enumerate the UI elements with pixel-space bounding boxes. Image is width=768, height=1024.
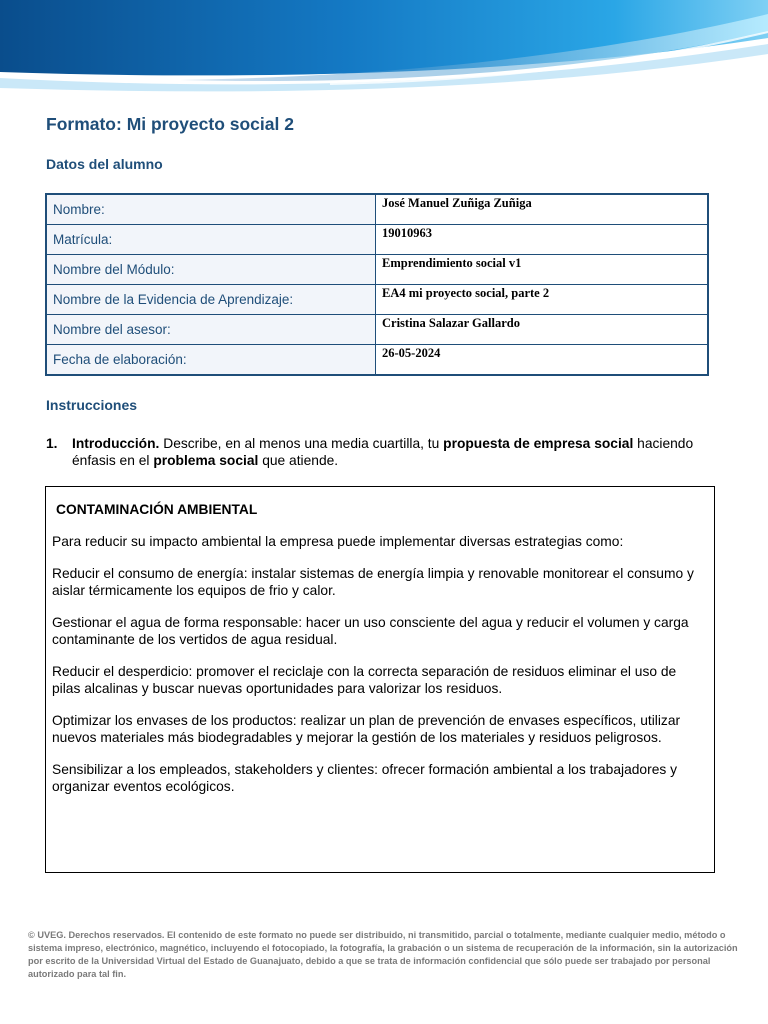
answer-title: CONTAMINACIÓN AMBIENTAL [56,502,258,517]
table-row [46,285,708,315]
field-value-nombre: José Manuel Zuñiga Zuñiga [376,194,709,225]
answer-paragraph: Sensibilizar a los empleados, stakeholders y clientes: ofrecer formación ambiental a los trabajadores y organizar eventos ecológicos. [52,762,678,794]
student-section-heading: Datos del alumno [46,156,163,172]
field-value-evidencia: EA4 mi proyecto social, parte 2 [376,285,709,315]
field-value-matricula: 19010963 [376,225,709,255]
field-value-modulo: Emprendimiento social v1 [376,255,709,285]
table-row [46,255,708,285]
instruction-emphasis: problema social [153,453,259,468]
instruction-text-part: Describe, en al menos una media cuartilla, tu [159,436,444,451]
field-label-asesor: Nombre del asesor: [46,315,376,345]
field-value-asesor: Cristina Salazar Gallardo [376,315,709,345]
field-value-fecha: 26-05-2024 [376,345,709,376]
instruction-text-part: haciendo énfasis en el [72,436,694,468]
table-row [46,194,708,225]
answer-paragraph: Para reducir su impacto ambiental la empresa puede implementar diversas estrategias como: [52,533,624,549]
field-label-modulo: Nombre del Módulo: [46,255,376,285]
table-row [46,315,708,345]
copyright-footer: © UVEG. Derechos reservados. El contenido de este formato no puede ser distribuido, ni transmitido, parcial o totalmente, mediante cualquier medio, método o sistema impreso, electrónico, magnético, incluyendo el fotocopiado, la fotografía, la grabación o un sistema de recuperación de la información, sin la autorización por escrito de la Universidad Virtual del Estado de Guanajuato, debido a que se trata de información confidencial que sólo puede ser trabajado por personal autorizado para tal fin. [28,930,738,979]
instruction-text [72,435,726,469]
instructions-heading: Instrucciones [46,397,138,413]
student-data-table [45,193,709,376]
document-title: Formato: Mi proyecto social 2 [46,114,294,134]
instruction-lead: Introducción. [72,436,160,451]
table-row [46,345,708,376]
instruction-item [46,435,726,469]
instruction-number: 1. [46,436,58,451]
instruction-text-part: que atiende. [258,453,339,468]
instruction-emphasis: propuesta de empresa social [443,436,634,451]
answer-paragraph: Reducir el desperdicio: promover el reciclaje con la correcta separación de residuos eliminar el uso de pilas alcalinas y buscar nuevas oportunidades para valorizar los residuos. [52,664,677,696]
answer-box [45,486,715,873]
field-label-fecha: Fecha de elaboración: [46,345,376,376]
table-row [46,225,708,255]
field-label-nombre: Nombre: [46,194,376,225]
answer-paragraph: Optimizar los envases de los productos: realizar un plan de prevención de envases específicos, utilizar nuevos materiales más biodegradables y mejorar la gestión de los materiales y residuos peligrosos. [52,713,681,745]
answer-paragraph: Gestionar el agua de forma responsable: hacer un uso consciente del agua y reducir el volumen y carga contaminante de los vertidos de agua residual. [52,615,689,647]
field-label-matricula: Matrícula: [46,225,376,255]
answer-paragraph: Reducir el consumo de energía: instalar sistemas de energía limpia y renovable monitorear el consumo y aislar térmicamente los equipos de frio y calor. [52,566,694,598]
field-label-evidencia: Nombre de la Evidencia de Aprendizaje: [46,285,376,315]
header-banner [0,0,768,95]
